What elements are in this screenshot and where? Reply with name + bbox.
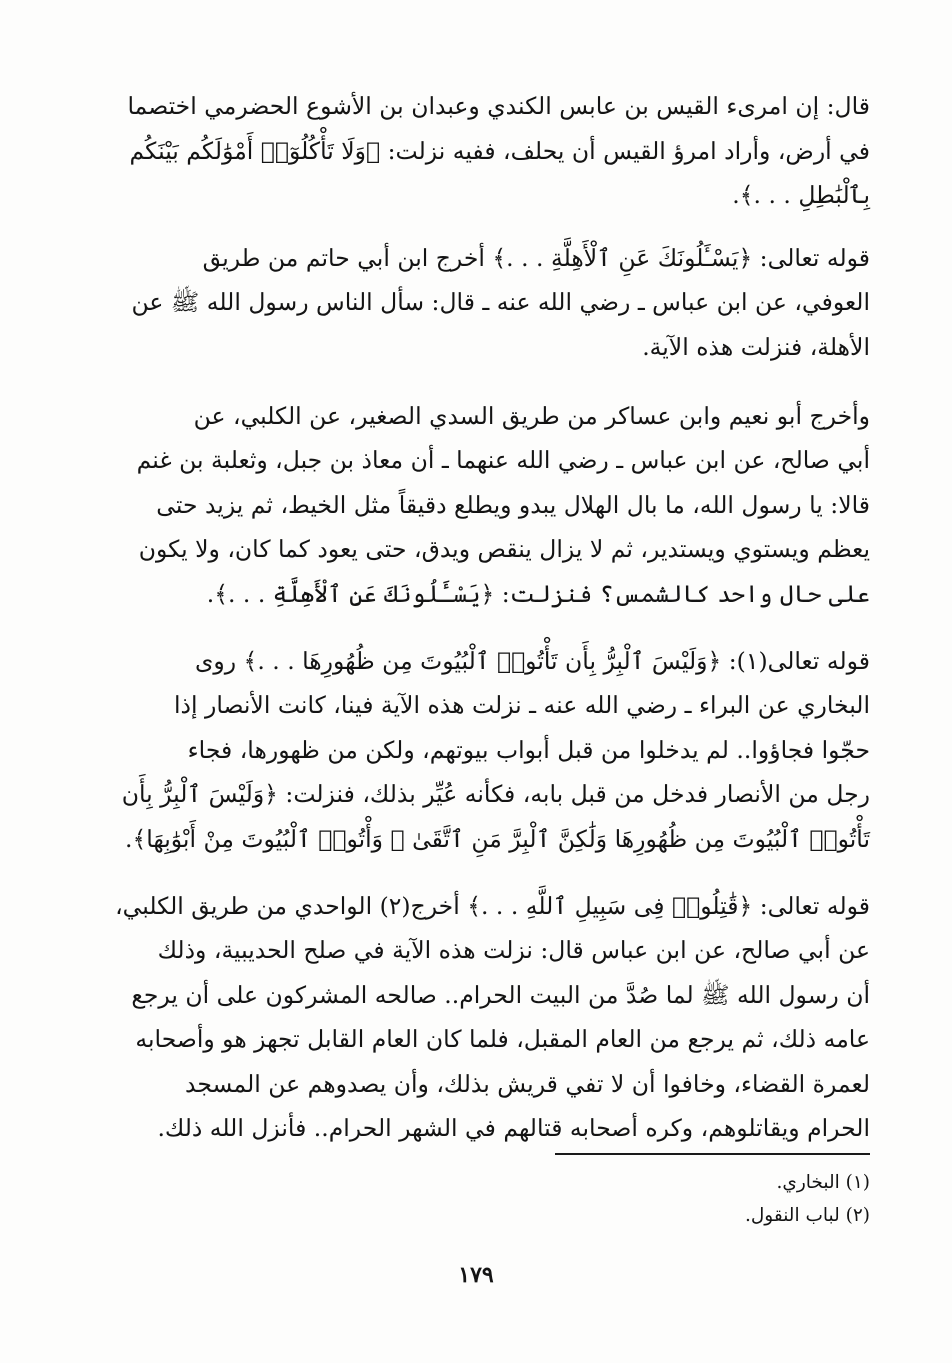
text-line: أبي صالح، عن ابن عباس ـ رضي الله عنهما ـ أن معاذ بن جبل، وثعلبة بن غنم (136, 446, 870, 475)
text-line: بِٱلْبَٰطِلِ . . .﴾. (732, 181, 870, 210)
text-line: قال: إن امرىء القيس بن عابس الكندي وعبدان بن الأشوع الحضرمي اختصما (127, 92, 870, 120)
paragraph-4 (100, 639, 870, 862)
text-line: حجّوا فجاؤوا.. لم يدخلوا من قبل أبواب بيوتهم، ولكن من ظهورها، فجاء (187, 735, 870, 764)
footnotes (470, 1166, 870, 1232)
paragraph-5 (100, 884, 870, 1152)
paragraph-1 (100, 84, 870, 218)
text-line: الأهلة، فنزلت هذه الآية. (642, 332, 870, 361)
text-line: البخاري عن البراء ـ رضي الله عنه ـ نزلت هذه الآية فينا، كانت الأنصار إذا (174, 691, 870, 720)
footnote-2: (٢) لباب النقول. (744, 1205, 870, 1226)
text-line: العوفي، عن ابن عباس ـ رضي الله عنه ـ قال: سأل الناس رسول الله ﷺ عن (131, 288, 870, 317)
page-number: ١٧٩ (458, 1262, 494, 1288)
text-line: قالا: يا رسول الله، ما بال الهلال يبدو ويطلع دقيقاً مثل الخيط، ثم يزيد حتى (156, 490, 870, 519)
text-line: تَأْتُوا۟ ٱلْبُيُوتَ مِن ظُهُورِهَا وَلَٰكِنَّ ٱلْبِرَّ مَنِ ٱتَّقَىٰ ۗ وَأْتُوا۟ ٱلْبُيُوتَ مِنْ أَبْوَٰبِهَا﴾. (125, 824, 870, 853)
text-line: أن رسول الله ﷺ لما صُدَّ من البيت الحرام.. صالحه المشركون على أن يرجع (131, 980, 870, 1009)
text-line: رجل من الأنصار فدخل من قبل بابه، فكأنه عُيِّر بذلك، فنزلت: ﴿وَلَيْسَ ٱلْبِرُّ بِأَن (121, 780, 870, 809)
paragraph-3 (100, 394, 870, 617)
text-line: الحرام ويقاتلوهم، وكره أصحابه قتالهم في الشهر الحرام.. فأنزل الله ذلك. (157, 1114, 870, 1143)
body-text (100, 84, 870, 1151)
text-line: يعظم ويستوي ويستدير، ثم لا يزال ينقص ويدق، حتى يعود كما كان، ولا يكون (138, 535, 870, 564)
text-line: على حال واحد كالشمس؟ فنزلت: ﴿يَسْـَٔلُونَكَ عَنِ ٱلْأَهِلَّةِ . . .﴾. (206, 579, 870, 608)
text-line: لعمرة القضاء، وخافوا أن لا تفي قريش بذلك، وأن يصدوهم عن المسجد (185, 1069, 870, 1098)
text-line: قوله تعالى(١): ﴿وَلَيْسَ ٱلْبِرُّ بِأَن تَأْتُوا۟ ٱلْبُيُوتَ مِن ظُهُورِهَا . . .﴾ روى (194, 646, 870, 675)
text-line: في أرض، وأراد امرؤ القيس أن يحلف، ففيه نزلت: ﴿وَلَا تَأْكُلُوٓا۟ أَمْوَٰلَكُم بَيْنَكُم (129, 136, 870, 165)
footnote-1: (١) البخاري. (776, 1172, 870, 1193)
footnote-divider (555, 1153, 870, 1155)
text-line: قوله تعالى: ﴿قَٰتِلُوا۟ فِى سَبِيلِ ٱللَّهِ . . .﴾ أخرج(٢) الواحدي من طريق الكلبي، (115, 891, 870, 920)
text-line: قوله تعالى: ﴿يَسْـَٔلُونَكَ عَنِ ٱلْأَهِلَّةِ . . .﴾ أخرج ابن أبي حاتم من طريق (202, 243, 870, 272)
text-line: عن أبي صالح، عن ابن عباس قال: نزلت هذه الآية في صلح الحديبية، وذلك (157, 936, 870, 965)
paragraph-2 (100, 236, 870, 370)
text-line: عامه ذلك، ثم يرجع من العام المقبل، فلما كان العام القابل تجهز هو وأصحابه (135, 1025, 870, 1054)
text-line: وأخرج أبو نعيم وابن عساكر من طريق السدي الصغير، عن الكلبي، عن (193, 401, 870, 430)
